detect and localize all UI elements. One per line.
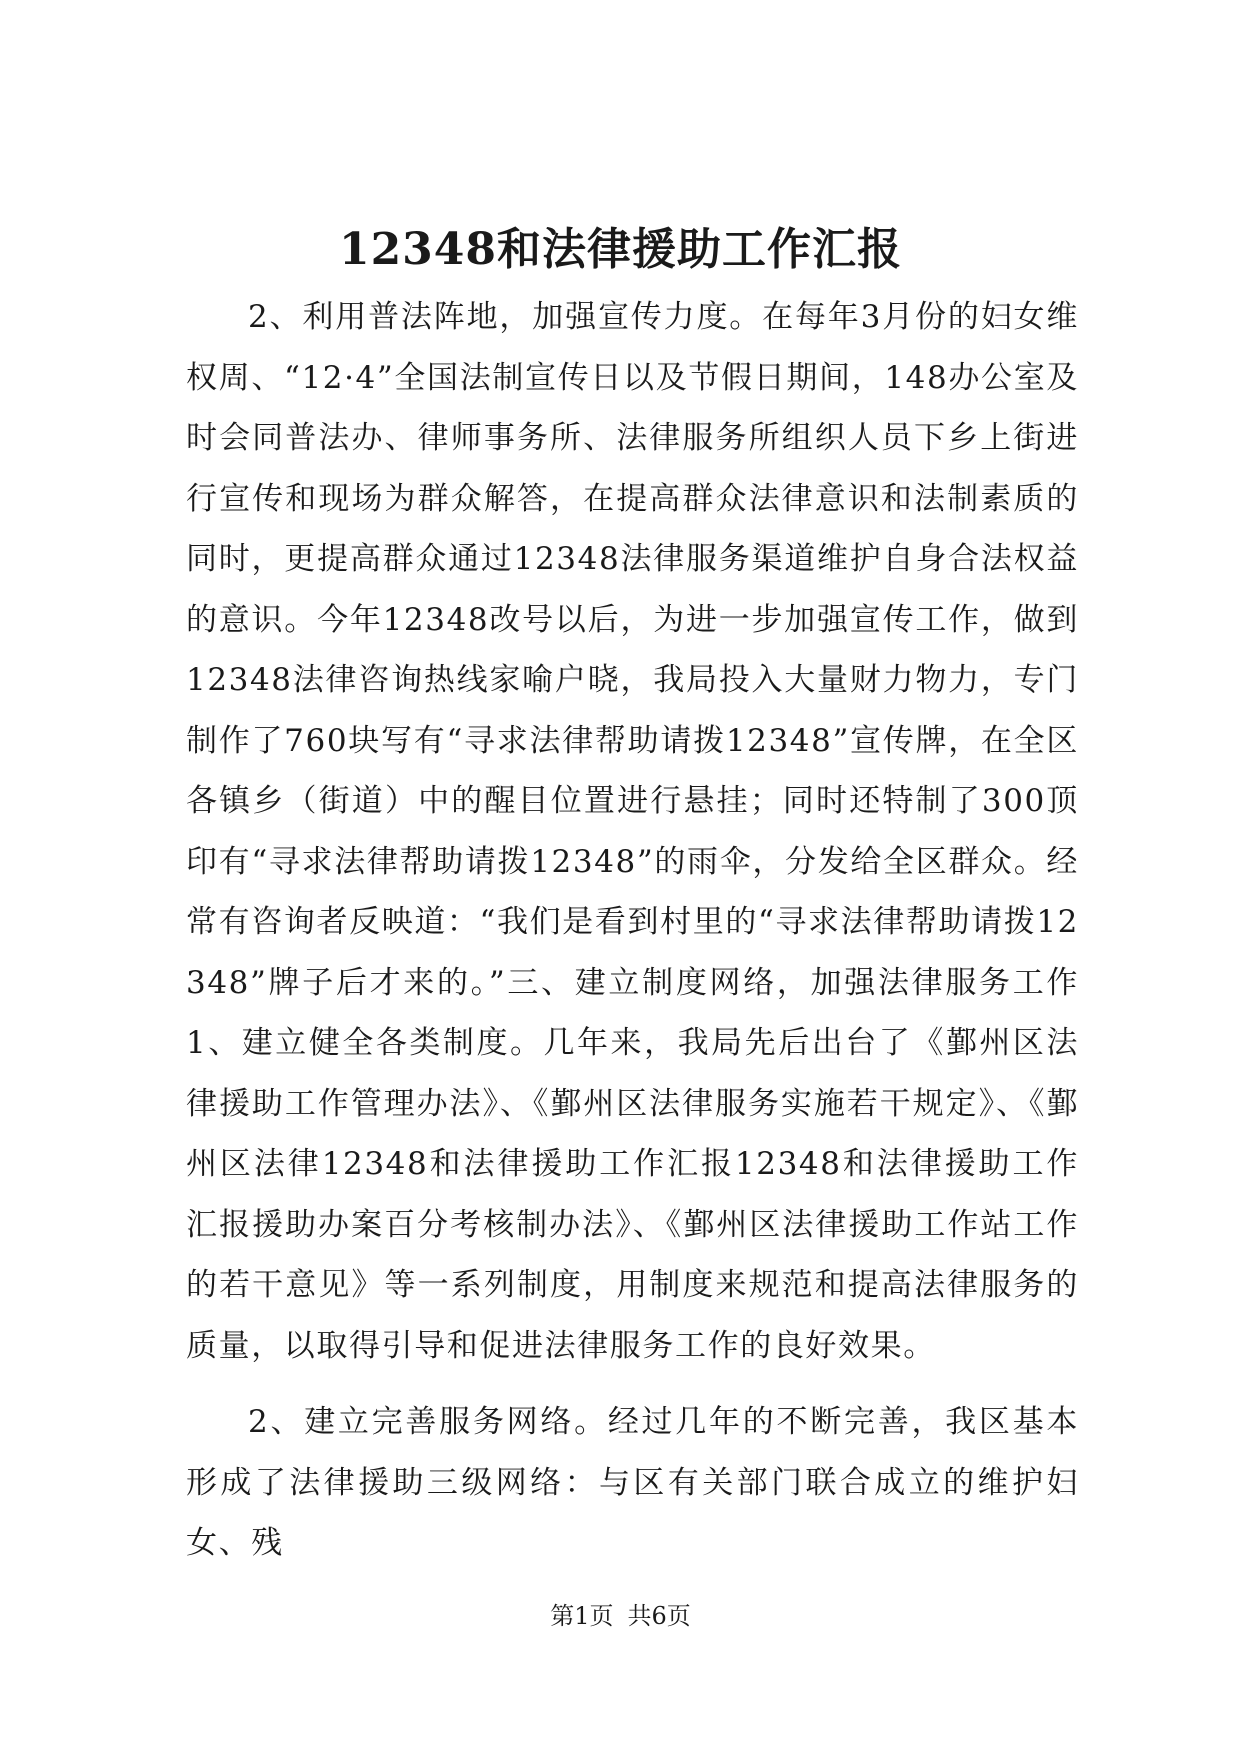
page-footer — [0, 1600, 1241, 1632]
document-title: 12348和法律援助工作汇报 — [338, 224, 903, 275]
document-body — [186, 287, 1079, 1574]
paragraph-1: 2、利用普法阵地，加强宣传力度。在每年3月份的妇女维权周、“12·4”全国法制宣传日以及节假日期间，148办公室及时会同普法办、律师事务所、法律服务所组织人员下乡上街进行宣传和现场为群众解答，在提高群众法律意识和法制素质的同时，更提高群众通过12348法律服务渠道维护自身合法权益的意识。今年12348改号以后，为进一步加强宣传工作，做到12348法律咨询热线家喻户晓，我局投入大量财力物力，专门制作了760块写有“寻求法律帮助请拨12348”宣传牌，在全区各镇乡（街道）中的醒目位置进行悬挂；同时还特制了300顶印有“寻求法律帮助请拨12348”的雨伞，分发给全区群众。经常有咨询者反映道：“我们是看到村里的“寻求法律帮助请拨12348”牌子后才来的。”三、建立制度网络，加强法律服务工作1、建立健全各类制度。几年来，我局先后出台了《鄞州区法律援助工作管理办法》、《鄞州区法律服务实施若干规定》、《鄞州区法律12348和法律援助工作汇报12348和法律援助工作汇报援助办案百分考核制办法》、《鄞州区法律援助工作站工作的若干意见》等一系列制度，用制度来规范和提高法律服务的质量，以取得引导和促进法律服务工作的良好效果。 — [186, 299, 1079, 1364]
paragraph-2: 2、建立完善服务网络。经过几年的不断完善，我区基本形成了法律援助三级网络：与区有关部门联合成立的维护妇女、残 — [186, 1404, 1079, 1561]
page-total: 共6页 — [627, 1602, 691, 1630]
page-number: 第1页 — [550, 1602, 614, 1630]
